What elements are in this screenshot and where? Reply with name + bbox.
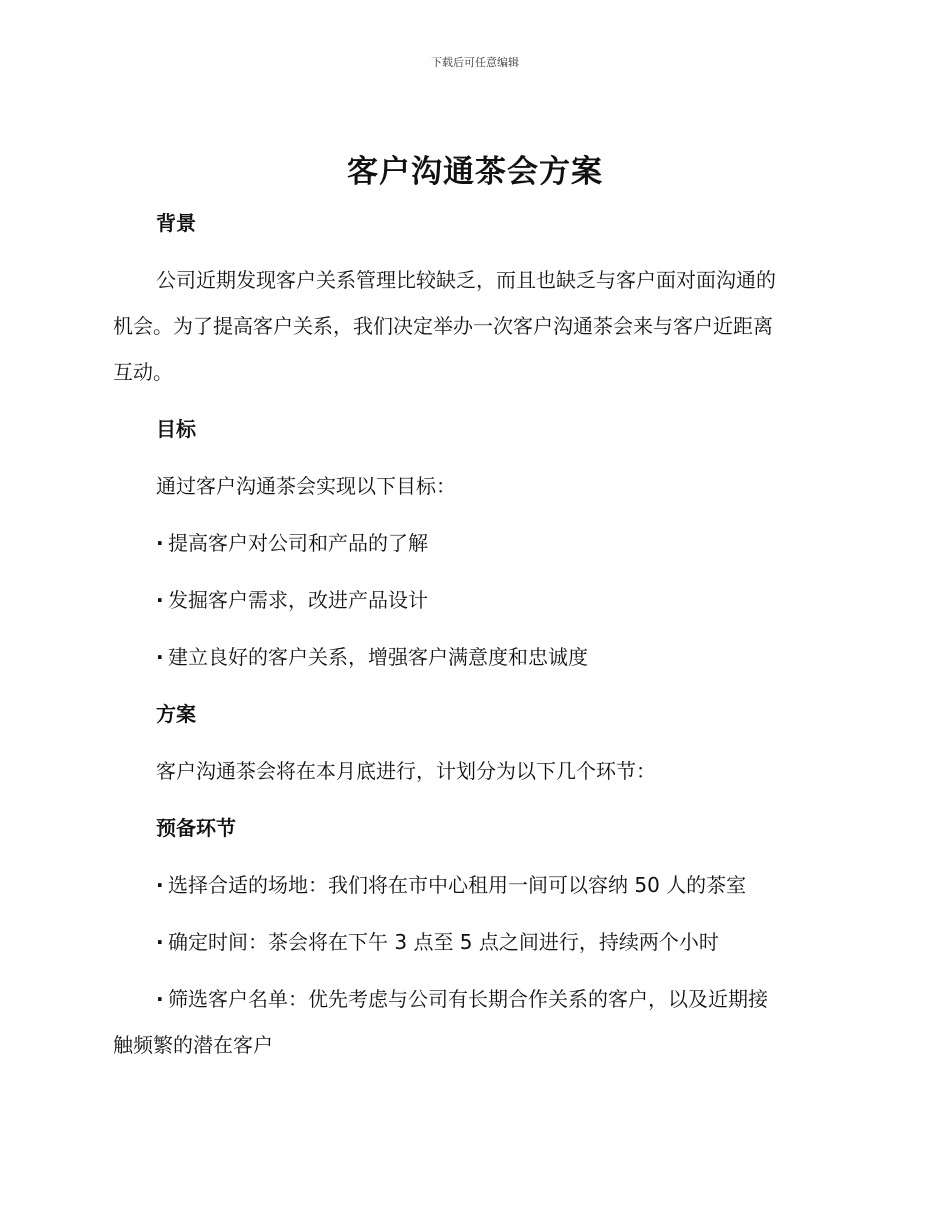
list-item bbox=[113, 520, 835, 577]
paragraph-line: 互动。 bbox=[113, 360, 173, 384]
bullet-icon: · bbox=[156, 588, 164, 612]
section-heading-background: 背景 bbox=[156, 211, 196, 235]
plan-intro: 客户沟通茶会将在本月底进行，计划分为以下几个环节： bbox=[156, 759, 656, 783]
list-item-text: 确定时间：茶会将在下午 3 点至 5 点之间进行，持续两个小时 bbox=[168, 930, 719, 954]
bullet-icon: · bbox=[156, 930, 164, 954]
paragraph-line: 公司近期发现客户关系管理比较缺乏，而且也缺乏与客户面对面沟通的 bbox=[156, 268, 776, 292]
document-body bbox=[113, 200, 835, 1079]
bullet-icon: · bbox=[156, 531, 164, 555]
list-item bbox=[113, 919, 835, 976]
paragraph-line: 机会。为了提高客户关系，我们决定举办一次客户沟通茶会来与客户近距离 bbox=[113, 314, 773, 338]
list-item bbox=[113, 577, 835, 634]
bullet-icon: · bbox=[156, 645, 164, 669]
bullet-icon: · bbox=[156, 987, 164, 1011]
paragraph-line bbox=[113, 976, 835, 1022]
goals-intro: 通过客户沟通茶会实现以下目标： bbox=[156, 474, 456, 498]
paragraph-line: 触频繁的潜在客户 bbox=[113, 1033, 273, 1057]
list-item-text: 发掘客户需求，改进产品设计 bbox=[168, 588, 428, 612]
document-title: 客户沟通茶会方案 bbox=[347, 154, 603, 190]
list-item bbox=[113, 634, 835, 691]
section-heading-goals: 目标 bbox=[156, 417, 196, 441]
list-item bbox=[113, 862, 835, 919]
section-heading-prep: 预备环节 bbox=[156, 816, 236, 840]
section-heading-plan: 方案 bbox=[156, 702, 196, 726]
list-item bbox=[113, 976, 835, 1068]
header-note: 下载后可任意编辑 bbox=[431, 56, 519, 69]
list-item-text: 提高客户对公司和产品的了解 bbox=[168, 531, 428, 555]
list-item-text: 选择合适的场地：我们将在市中心租用一间可以容纳 50 人的茶室 bbox=[168, 873, 747, 897]
bullet-icon: · bbox=[156, 873, 164, 897]
list-item-text: 筛选客户名单：优先考虑与公司有长期合作关系的客户，以及近期接 bbox=[168, 987, 768, 1011]
list-item-text: 建立良好的客户关系，增强客户满意度和忠诚度 bbox=[168, 645, 588, 669]
background-paragraph bbox=[113, 257, 835, 395]
